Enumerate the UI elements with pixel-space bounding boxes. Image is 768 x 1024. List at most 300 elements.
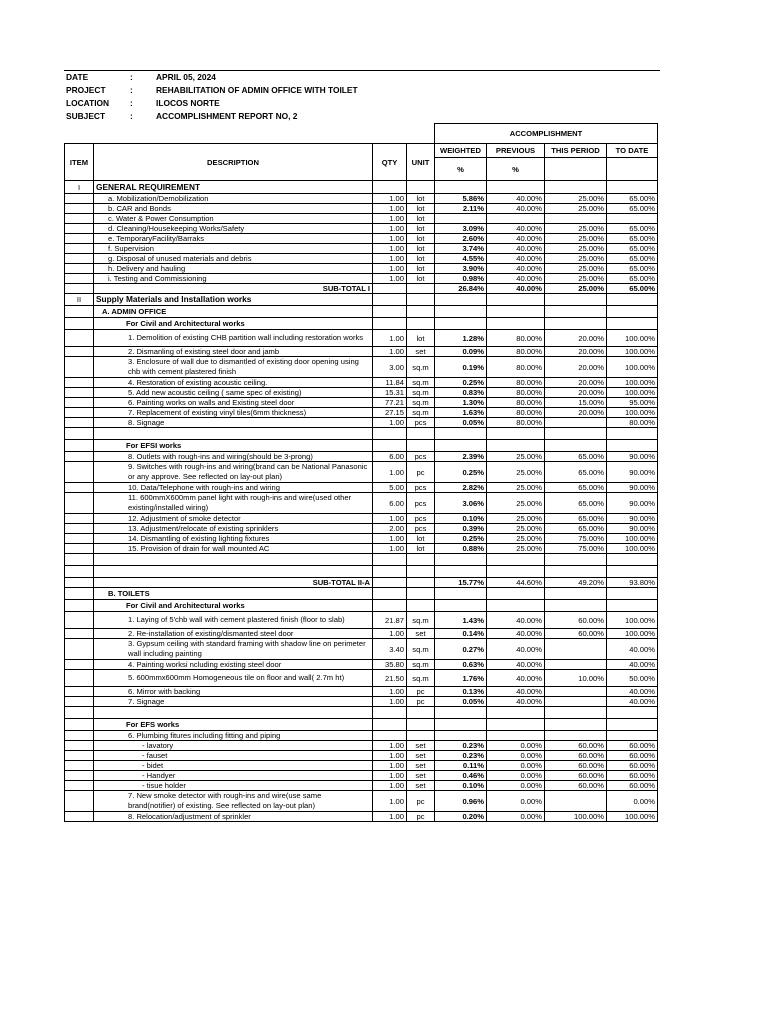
table-row xyxy=(65,388,658,398)
previous-value: 40.00% xyxy=(487,670,545,687)
quantity: 3.40 xyxy=(373,639,407,660)
empty-cell xyxy=(435,554,487,566)
this-period-value: 25.00% xyxy=(545,244,607,254)
to-date-value: 65.00% xyxy=(607,244,658,254)
line-item-description: 8. Outlets with rough-ins and wiring(should be 3-prong) xyxy=(94,452,373,462)
unit: pcs xyxy=(407,514,435,524)
this-period-value: 60.00% xyxy=(545,741,607,751)
empty-cell xyxy=(487,554,545,566)
weighted-value: 0.09% xyxy=(435,347,487,357)
unit: sq.m xyxy=(407,639,435,660)
unit: set xyxy=(407,771,435,781)
unit: pcs xyxy=(407,452,435,462)
empty-cell xyxy=(487,428,545,440)
unit: lot xyxy=(407,194,435,204)
unit: sq.m xyxy=(407,398,435,408)
empty-cell xyxy=(65,214,94,224)
to-date-value: 95.00% xyxy=(607,398,658,408)
subtotal-row xyxy=(65,578,658,588)
unit: pcs xyxy=(407,524,435,534)
previous-value: 25.00% xyxy=(487,544,545,554)
unit: lot xyxy=(407,274,435,284)
table-row xyxy=(65,781,658,791)
line-item-description: 9. Switches with rough-ins and wiring(brand can be National Panasonic or any approve. See reflected on lay-out plan) xyxy=(94,462,373,483)
this-period-value: 60.00% xyxy=(545,771,607,781)
table-row xyxy=(65,194,658,204)
col-qty: QTY xyxy=(373,144,407,181)
table-row xyxy=(65,357,658,378)
empty-cell xyxy=(65,751,94,761)
table-row xyxy=(65,544,658,554)
quantity: 1.00 xyxy=(373,741,407,751)
to-date-value: 60.00% xyxy=(607,781,658,791)
empty-cell xyxy=(487,600,545,612)
line-item-description: e. TemporaryFacility/Barraks xyxy=(94,234,373,244)
empty-cell xyxy=(435,566,487,578)
quantity xyxy=(373,731,407,741)
empty-cell xyxy=(65,204,94,214)
group-label: For Civil and Architectural works xyxy=(94,318,373,330)
unit: lot xyxy=(407,224,435,234)
line-item-description: 5. 600mmx600mm Homogeneous tile on floor and wall( 2.7m ht) xyxy=(94,670,373,687)
weighted-value: 1.63% xyxy=(435,408,487,418)
line-item-description: 3. Enclosure of wall due to dismantled of existing door opening using chb with cement plastered finish xyxy=(94,357,373,378)
section-title: Supply Materials and Installation works xyxy=(94,294,373,306)
empty-cell xyxy=(407,440,435,452)
weighted-value: 0.63% xyxy=(435,660,487,670)
line-item-description: - Handyer xyxy=(94,771,373,781)
item-number: I xyxy=(65,181,94,194)
this-period-value xyxy=(545,687,607,697)
empty-cell xyxy=(407,181,435,194)
previous-value: 40.00% xyxy=(487,687,545,697)
weighted-value: 0.13% xyxy=(435,687,487,697)
previous-value: 80.00% xyxy=(487,357,545,378)
empty-cell xyxy=(65,588,94,600)
previous-value: 80.00% xyxy=(487,418,545,428)
empty-cell xyxy=(607,566,658,578)
weighted-value: 0.05% xyxy=(435,697,487,707)
quantity: 1.00 xyxy=(373,751,407,761)
weighted-value: 0.27% xyxy=(435,639,487,660)
to-date-value: 100.00% xyxy=(607,388,658,398)
empty-cell xyxy=(407,719,435,731)
weighted-value xyxy=(435,731,487,741)
quantity: 35.80 xyxy=(373,660,407,670)
quantity: 1.00 xyxy=(373,514,407,524)
table-row xyxy=(65,719,658,731)
empty-cell xyxy=(487,318,545,330)
empty-cell xyxy=(373,428,407,440)
quantity: 11.84 xyxy=(373,378,407,388)
line-item-description: 12. Adjustment of smoke detector xyxy=(94,514,373,524)
empty-cell xyxy=(65,514,94,524)
unit: pcs xyxy=(407,493,435,514)
table-row xyxy=(65,771,658,781)
col-previous: PREVIOUS xyxy=(487,144,545,158)
empty-cell xyxy=(65,731,94,741)
weighted-value: 0.05% xyxy=(435,418,487,428)
line-item-description: 11. 600mmX600mm panel light with rough-ins and wire(used other existing/installed wiring) xyxy=(94,493,373,514)
empty-cell xyxy=(94,554,373,566)
empty-cell xyxy=(373,440,407,452)
empty-cell xyxy=(65,781,94,791)
table-row xyxy=(65,428,658,440)
line-item-description: a. Mobilization/Demobilization xyxy=(94,194,373,204)
table-row xyxy=(65,347,658,357)
empty-cell xyxy=(545,600,607,612)
empty-cell xyxy=(65,791,94,812)
to-date-value: 40.00% xyxy=(607,660,658,670)
line-item-description: 2. Dismanling of existing steel door and jamb xyxy=(94,347,373,357)
table-row xyxy=(65,600,658,612)
to-date-value: 0.00% xyxy=(607,791,658,812)
previous-value: 40.00% xyxy=(487,660,545,670)
weighted-value: 2.39% xyxy=(435,452,487,462)
previous-value: 40.00% xyxy=(487,697,545,707)
previous-value: 0.00% xyxy=(487,781,545,791)
previous-value: 40.00% xyxy=(487,204,545,214)
unit: pc xyxy=(407,812,435,822)
empty-cell xyxy=(65,244,94,254)
line-item-description: 7. Replacement of existing vinyl tiles(6mm thickness) xyxy=(94,408,373,418)
this-period-value: 20.00% xyxy=(545,408,607,418)
col-to-date: TO DATE xyxy=(607,144,658,158)
this-period-value xyxy=(545,791,607,812)
header-colon: : xyxy=(130,72,133,82)
previous-value: 40.00% xyxy=(487,254,545,264)
empty-cell xyxy=(545,588,607,600)
unit: set xyxy=(407,741,435,751)
unit: sq.m xyxy=(407,388,435,398)
table-row xyxy=(65,264,658,274)
weighted-value: 3.09% xyxy=(435,224,487,234)
header-value: ILOCOS NORTE xyxy=(156,98,220,108)
group-label: B. TOILETS xyxy=(94,588,373,600)
unit: lot xyxy=(407,204,435,214)
header-top-rule xyxy=(64,70,660,71)
empty-cell xyxy=(373,294,407,306)
to-date-value: 90.00% xyxy=(607,452,658,462)
unit: sq.m xyxy=(407,612,435,629)
empty-cell xyxy=(373,588,407,600)
quantity: 1.00 xyxy=(373,761,407,771)
empty-cell xyxy=(373,181,407,194)
previous-value: 40.00% xyxy=(487,612,545,629)
this-period-value: 20.00% xyxy=(545,330,607,347)
header-label: SUBJECT xyxy=(66,111,106,121)
this-period-value: 100.00% xyxy=(545,812,607,822)
empty-cell xyxy=(65,462,94,483)
empty-cell xyxy=(607,181,658,194)
quantity: 15.31 xyxy=(373,388,407,398)
line-item-description: 14. Dismantling of existing lighting fixtures xyxy=(94,534,373,544)
header-colon: : xyxy=(130,85,133,95)
table-row xyxy=(65,707,658,719)
weighted-value: 0.19% xyxy=(435,357,487,378)
line-item-description: 4. Painting worksi ncluding existing steel door xyxy=(94,660,373,670)
empty-cell xyxy=(607,294,658,306)
empty-cell xyxy=(65,534,94,544)
line-item-description: 15. Provision of drain for wall mounted AC xyxy=(94,544,373,554)
to-date-value xyxy=(607,731,658,741)
weighted-value: 0.46% xyxy=(435,771,487,781)
this-period-value: 25.00% xyxy=(545,274,607,284)
empty-cell xyxy=(65,398,94,408)
quantity: 1.00 xyxy=(373,347,407,357)
empty-cell xyxy=(65,629,94,639)
table-row xyxy=(65,670,658,687)
empty-cell xyxy=(607,440,658,452)
empty-cell xyxy=(65,347,94,357)
previous-value: 25.00% xyxy=(487,483,545,493)
col-previous-pct: % xyxy=(487,158,545,181)
unit: set xyxy=(407,629,435,639)
empty-cell xyxy=(407,428,435,440)
empty-cell xyxy=(545,294,607,306)
unit: sq.m xyxy=(407,378,435,388)
empty-cell xyxy=(65,741,94,751)
line-item-description: 1. Demolition of existing CHB partition wall including restoration works xyxy=(94,330,373,347)
empty-cell xyxy=(65,761,94,771)
table-row xyxy=(65,687,658,697)
quantity: 1.00 xyxy=(373,244,407,254)
this-period-value: 75.00% xyxy=(545,544,607,554)
to-date-value: 65.00% xyxy=(607,284,658,294)
table-row xyxy=(65,378,658,388)
table-row xyxy=(65,244,658,254)
previous-value: 25.00% xyxy=(487,452,545,462)
empty-cell xyxy=(435,719,487,731)
empty-cell xyxy=(607,318,658,330)
to-date-value: 60.00% xyxy=(607,741,658,751)
table-row xyxy=(65,554,658,566)
empty-cell xyxy=(373,566,407,578)
quantity: 1.00 xyxy=(373,534,407,544)
empty-cell xyxy=(373,707,407,719)
weighted-value: 3.74% xyxy=(435,244,487,254)
group-label: For EFS works xyxy=(94,719,373,731)
empty-cell xyxy=(65,578,94,588)
empty-cell xyxy=(65,600,94,612)
previous-value: 80.00% xyxy=(487,388,545,398)
this-period-value: 65.00% xyxy=(545,452,607,462)
line-item-description: 7. New smoke detector with rough-ins and wire(use same brand(notifier) of existing. See reflected on lay-out plan) xyxy=(94,791,373,812)
weighted-value: 0.25% xyxy=(435,462,487,483)
line-item-description: g. Disposal of unused materials and debris xyxy=(94,254,373,264)
weighted-value: 1.43% xyxy=(435,612,487,629)
empty-cell xyxy=(65,452,94,462)
empty-cell xyxy=(373,600,407,612)
line-item-description: 4. Restoration of existing acoustic ceiling. xyxy=(94,378,373,388)
empty-cell xyxy=(487,566,545,578)
table-row xyxy=(65,791,658,812)
weighted-value: 0.11% xyxy=(435,761,487,771)
weighted-value: 2.60% xyxy=(435,234,487,244)
previous-value: 40.00% xyxy=(487,274,545,284)
empty-cell xyxy=(65,697,94,707)
empty-cell xyxy=(65,224,94,234)
to-date-value: 80.00% xyxy=(607,418,658,428)
to-date-value: 100.00% xyxy=(607,612,658,629)
empty-cell xyxy=(65,330,94,347)
table-row xyxy=(65,214,658,224)
unit: lot xyxy=(407,254,435,264)
to-date-value: 100.00% xyxy=(607,629,658,639)
col-item: ITEM xyxy=(65,144,94,181)
this-period-value: 60.00% xyxy=(545,629,607,639)
table-row xyxy=(65,274,658,284)
this-period-value: 20.00% xyxy=(545,388,607,398)
previous-value: 25.00% xyxy=(487,524,545,534)
to-date-value: 65.00% xyxy=(607,194,658,204)
weighted-value: 1.76% xyxy=(435,670,487,687)
quantity: 27.15 xyxy=(373,408,407,418)
empty-cell xyxy=(373,578,407,588)
table-row xyxy=(65,224,658,234)
unit: pcs xyxy=(407,418,435,428)
line-item-description: d. Cleaning/Housekeeping Works/Safety xyxy=(94,224,373,234)
empty-cell xyxy=(487,181,545,194)
this-period-value: 20.00% xyxy=(545,378,607,388)
quantity: 1.00 xyxy=(373,274,407,284)
unit: lot xyxy=(407,534,435,544)
empty-cell xyxy=(545,440,607,452)
quantity: 2.00 xyxy=(373,524,407,534)
line-item-description: b. CAR and Bonds xyxy=(94,204,373,214)
line-item-description: 5. Add new acoustic ceiling ( same spec of existing) xyxy=(94,388,373,398)
empty-cell xyxy=(407,554,435,566)
previous-value: 0.00% xyxy=(487,791,545,812)
unit: pc xyxy=(407,697,435,707)
empty-cell xyxy=(545,566,607,578)
empty-cell xyxy=(607,306,658,318)
this-period-value xyxy=(545,418,607,428)
empty-cell xyxy=(545,428,607,440)
quantity: 1.00 xyxy=(373,234,407,244)
empty-cell xyxy=(65,639,94,660)
unit: lot xyxy=(407,264,435,274)
empty-cell xyxy=(607,554,658,566)
previous-value: 25.00% xyxy=(487,514,545,524)
to-date-value: 65.00% xyxy=(607,274,658,284)
this-period-value xyxy=(545,660,607,670)
empty-cell xyxy=(65,284,94,294)
unit: lot xyxy=(407,234,435,244)
unit: lot xyxy=(407,214,435,224)
previous-value: 40.00% xyxy=(487,639,545,660)
previous-value: 80.00% xyxy=(487,408,545,418)
empty-cell xyxy=(487,440,545,452)
weighted-value: 5.86% xyxy=(435,194,487,204)
quantity: 1.00 xyxy=(373,791,407,812)
weighted-value: 1.30% xyxy=(435,398,487,408)
table-row xyxy=(65,408,658,418)
empty-cell xyxy=(65,687,94,697)
empty-cell xyxy=(407,600,435,612)
table-row xyxy=(65,254,658,264)
weighted-value: 26.84% xyxy=(435,284,487,294)
col-this-period: THIS PERIOD xyxy=(545,144,607,158)
empty-cell xyxy=(407,588,435,600)
quantity: 1.00 xyxy=(373,697,407,707)
quantity: 6.00 xyxy=(373,452,407,462)
empty-cell xyxy=(407,578,435,588)
empty-cell xyxy=(487,588,545,600)
empty-cell xyxy=(65,306,94,318)
quantity: 3.00 xyxy=(373,357,407,378)
empty-cell xyxy=(435,318,487,330)
empty-cell xyxy=(65,670,94,687)
this-period-value: 25.00% xyxy=(545,284,607,294)
previous-value: 25.00% xyxy=(487,462,545,483)
table-row xyxy=(65,741,658,751)
line-item-description: i. Testing and Commissioning xyxy=(94,274,373,284)
empty-cell xyxy=(65,566,94,578)
unit: sq.m xyxy=(407,670,435,687)
accomplishment-table xyxy=(64,123,658,822)
empty-cell xyxy=(65,660,94,670)
previous-value: 40.00% xyxy=(487,224,545,234)
section-row xyxy=(65,294,658,306)
this-period-value: 60.00% xyxy=(545,781,607,791)
this-period-value: 65.00% xyxy=(545,493,607,514)
to-date-value: 90.00% xyxy=(607,493,658,514)
weighted-value xyxy=(435,214,487,224)
line-item-description: f. Supervision xyxy=(94,244,373,254)
table-row xyxy=(65,452,658,462)
line-item-description: - tisue holder xyxy=(94,781,373,791)
empty-cell xyxy=(65,554,94,566)
table-row xyxy=(65,204,658,214)
empty-cell xyxy=(545,554,607,566)
empty-cell xyxy=(65,194,94,204)
empty-cell xyxy=(94,428,373,440)
unit: set xyxy=(407,751,435,761)
line-item-description: 1. Laying of 5'chb wall with cement plastered finish (floor to slab) xyxy=(94,612,373,629)
quantity: 1.00 xyxy=(373,224,407,234)
table-row xyxy=(65,524,658,534)
col-description: DESCRIPTION xyxy=(94,144,373,181)
quantity: 1.00 xyxy=(373,330,407,347)
empty-cell xyxy=(545,306,607,318)
empty-cell xyxy=(435,440,487,452)
empty-cell xyxy=(65,357,94,378)
empty-cell xyxy=(435,588,487,600)
weighted-value: 0.25% xyxy=(435,534,487,544)
quantity: 21.87 xyxy=(373,612,407,629)
to-date-value: 90.00% xyxy=(607,462,658,483)
line-item-description: 2. Re-installation of existing/dismanted steel door xyxy=(94,629,373,639)
table-row xyxy=(65,234,658,244)
this-period-value: 15.00% xyxy=(545,398,607,408)
previous-value: 80.00% xyxy=(487,378,545,388)
empty-cell xyxy=(407,318,435,330)
empty-cell xyxy=(65,418,94,428)
quantity: 1.00 xyxy=(373,254,407,264)
quantity: 1.00 xyxy=(373,204,407,214)
empty-cell xyxy=(373,719,407,731)
weighted-value: 15.77% xyxy=(435,578,487,588)
empty-cell xyxy=(487,719,545,731)
empty-cell xyxy=(65,428,94,440)
quantity: 1.00 xyxy=(373,812,407,822)
empty-cell xyxy=(607,707,658,719)
to-date-value: 100.00% xyxy=(607,812,658,822)
weighted-value: 0.96% xyxy=(435,791,487,812)
table-row xyxy=(65,462,658,483)
to-date-value: 100.00% xyxy=(607,347,658,357)
